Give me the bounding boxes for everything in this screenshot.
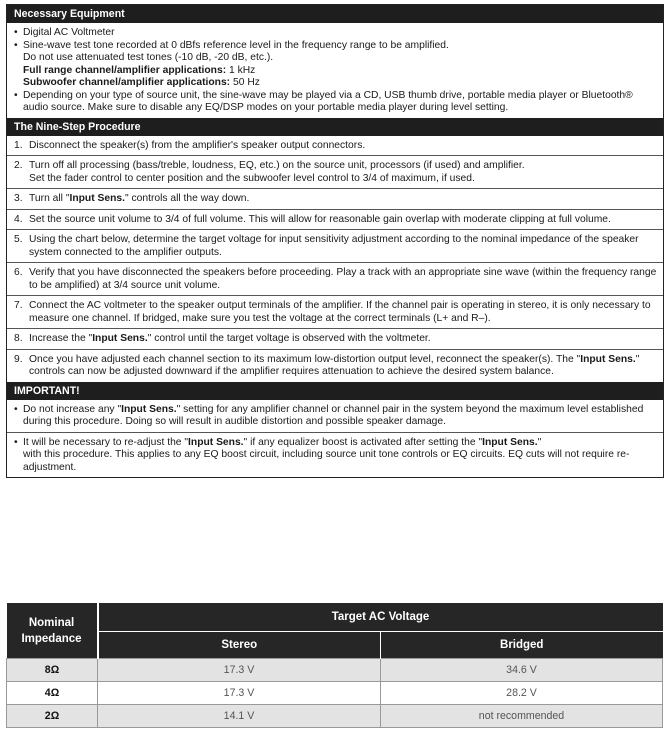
bridged-cell: 34.6 V — [381, 659, 663, 682]
impedance-column-header: Nominal Impedance — [7, 603, 98, 659]
procedure-header: The Nine-Step Procedure — [7, 118, 663, 136]
procedure-step: 8. Increase the "Input Sens." control until the target voltage is observed with the voltmeter. — [7, 328, 663, 349]
equipment-section — [7, 23, 663, 118]
bullet-icon: • — [14, 27, 18, 38]
procedure-step: 5. Using the chart below, determine the target voltage for input sensitivity adjustment according to the nominal impedance of the speaker system connected to the amplifier outputs. — [7, 229, 663, 262]
bridged-column-header: Bridged — [381, 632, 663, 659]
procedure-step: 7. Connect the AC voltmeter to the speaker output terminals of the amplifier. If the channel pair is operating in stereo, it is only necessary to measure one channel. If bridged, make sure you test the voltage at the correct terminals (L+ and R–). — [7, 295, 663, 328]
target-voltage-table — [6, 603, 663, 728]
important-item: • It will be necessary to re-adjust the "Input Sens." if any equalizer boost is activated after setting the "Input Sens." with this procedure. This applies to any EQ boost circuit, including source unit tone controls or EQ circuits. EQ cuts will not require re-adjustment. — [7, 432, 663, 478]
bullet-icon: • — [14, 89, 18, 101]
procedure-step: 3. Turn all "Input Sens." controls all the way down. — [7, 188, 663, 209]
bullet-icon: • — [14, 403, 18, 415]
stereo-column-header: Stereo — [98, 632, 381, 659]
impedance-cell: 8Ω — [7, 659, 98, 682]
impedance-cell: 4Ω — [7, 682, 98, 705]
important-header: IMPORTANT! — [7, 382, 663, 400]
stereo-cell: 17.3 V — [98, 659, 381, 682]
equipment-bullet-voltmeter: • Digital AC Voltmeter — [14, 27, 115, 38]
stereo-cell: 14.1 V — [98, 705, 381, 728]
important-item: • Do not increase any "Input Sens." setting for any amplifier channel or channel pair in the system beyond the maximum level established during this procedure. Doing so will result in audible distortion and possible speaker damage. — [14, 403, 644, 427]
stereo-cell: 17.3 V — [98, 682, 381, 705]
procedure-step: 6. Verify that you have disconnected the speakers before proceeding. Play a track with an appropriate sine wave (within the frequency range to be amplified) at 3/4 source unit volume. — [7, 262, 663, 295]
table-row — [7, 682, 663, 705]
procedure-step: 9. Once you have adjusted each channel section to its maximum low-distortion output level, reconnect the speaker(s). The "Input Sens." controls can now be adjusted downward if the amplifier requires attenuation to achieve the desired system balance. — [7, 349, 663, 382]
bridged-cell: not recommended — [381, 705, 663, 728]
instructions-box — [6, 4, 664, 478]
table-row — [7, 659, 663, 682]
table-row — [7, 705, 663, 728]
procedure-step: 4. Set the source unit volume to 3/4 of full volume. This will allow for reasonable gain overlap with moderate clipping at full volume. — [7, 209, 663, 230]
bullet-icon: • — [14, 39, 18, 51]
equipment-bullet-test-tone: • Sine-wave test tone recorded at 0 dBfs reference level in the frequency range to be amplified. Do not use attenuated test tones (-10 dB, -20 dB, etc.). Full range channel/amplifier applications: 1 kHz Subwoofer channel/amplifier applications: 50 Hz — [14, 39, 449, 88]
target-voltage-header: Target AC Voltage — [98, 603, 663, 632]
bridged-cell: 28.2 V — [381, 682, 663, 705]
impedance-cell: 2Ω — [7, 705, 98, 728]
equipment-bullet-source: • Depending on your type of source unit, the sine-wave may be played via a CD, USB thumb drive, portable media player or Bluetooth® audio source. Make sure to disable any EQ/DSP modes on your portable media player during level setting. — [14, 89, 633, 113]
procedure-step: 2. Turn off all processing (bass/treble, loudness, EQ, etc.) on the source unit, processors (if used) and amplifier. Set the fader control to center position and the subwoofer level control to 3/4 of maximum, if used. — [7, 155, 663, 188]
procedure-step: 1. Disconnect the speaker(s) from the amplifier's speaker output connectors. — [14, 139, 366, 151]
equipment-header: Necessary Equipment — [7, 5, 663, 23]
bullet-icon: • — [14, 436, 18, 448]
